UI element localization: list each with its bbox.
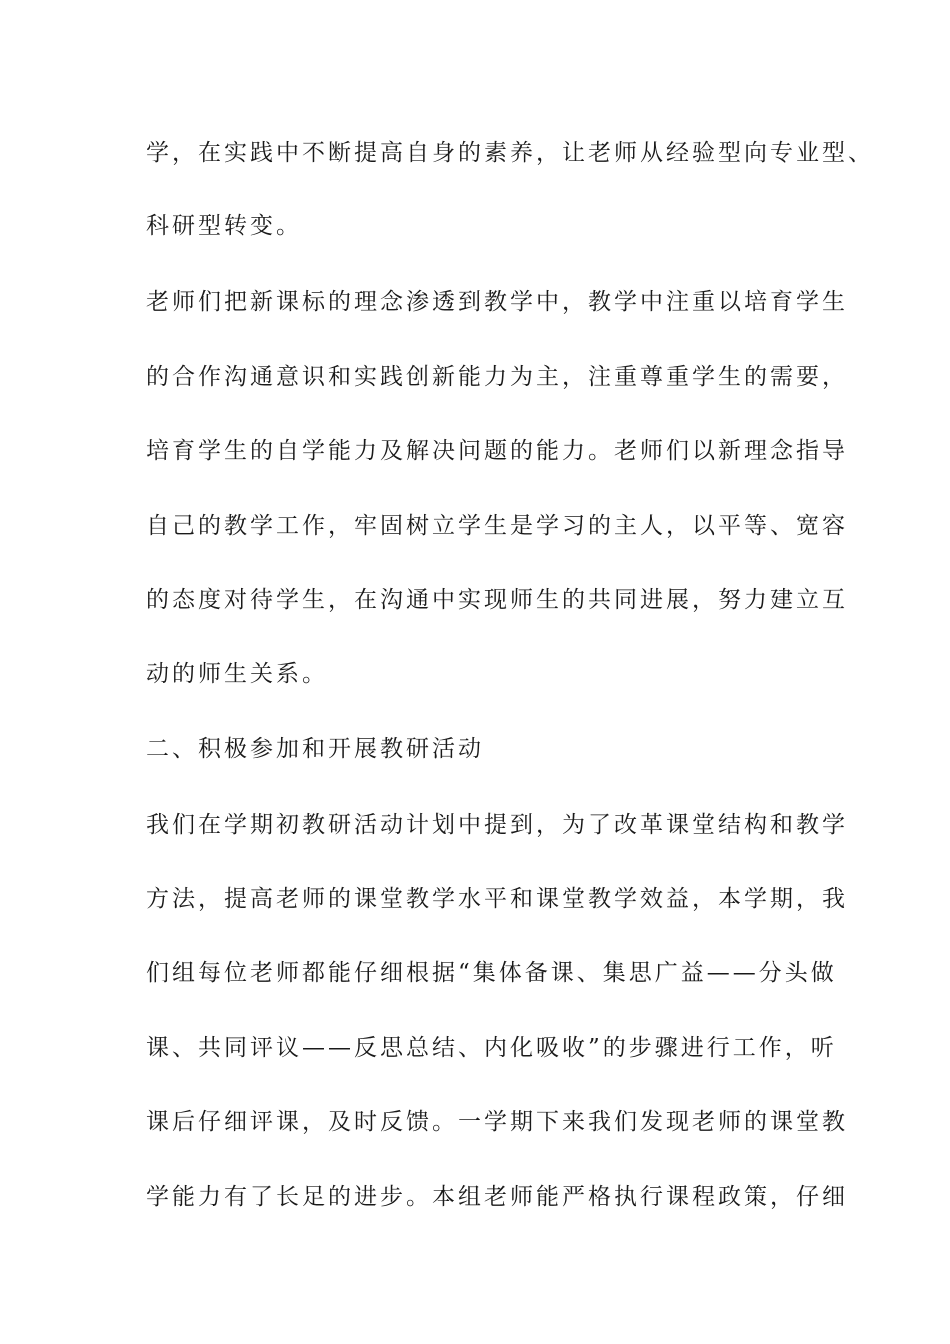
text-line-4: 的合作沟通意识和实践创新能力为主，注重尊重学生的需要，	[146, 364, 848, 390]
text-line-15: 学能力有了长足的进步。本组老师能严格执行课程政策，仔细	[146, 1184, 848, 1210]
text-line-13: 课、共同评议——反思总结、内化吸收”的步骤进行工作，听	[146, 1035, 837, 1061]
text-line-5: 培育学生的自学能力及解决问题的能力。老师们以新理念指导	[146, 438, 848, 464]
text-line-10: 我们在学期初教研活动计划中提到，为了改革课堂结构和教学	[146, 812, 848, 838]
text-line-1: 学，在实践中不断提高自身的素养，让老师从经验型向专业型、	[146, 140, 874, 166]
text-line-7: 的态度对待学生，在沟通中实现师生的共同进展，努力建立互	[146, 587, 848, 613]
text-line-12: 们组每位老师都能仔细根据“集体备课、集思广益——分头做	[146, 960, 837, 986]
text-line-3: 老师们把新课标的理念渗透到教学中，教学中注重以培育学生	[146, 289, 848, 315]
section-heading: 二、积极参加和开展教研活动	[146, 736, 484, 762]
text-line-14: 课后仔细评课，及时反馈。一学期下来我们发现老师的课堂教	[146, 1109, 848, 1135]
text-line-11: 方法，提高老师的课堂教学水平和课堂教学效益，本学期，我	[146, 886, 848, 912]
text-line-2: 科研型转变。	[146, 213, 302, 239]
text-line-8: 动的师生关系。	[146, 661, 328, 687]
text-line-6: 自己的教学工作，牢固树立学生是学习的主人，以平等、宽容	[146, 513, 848, 539]
